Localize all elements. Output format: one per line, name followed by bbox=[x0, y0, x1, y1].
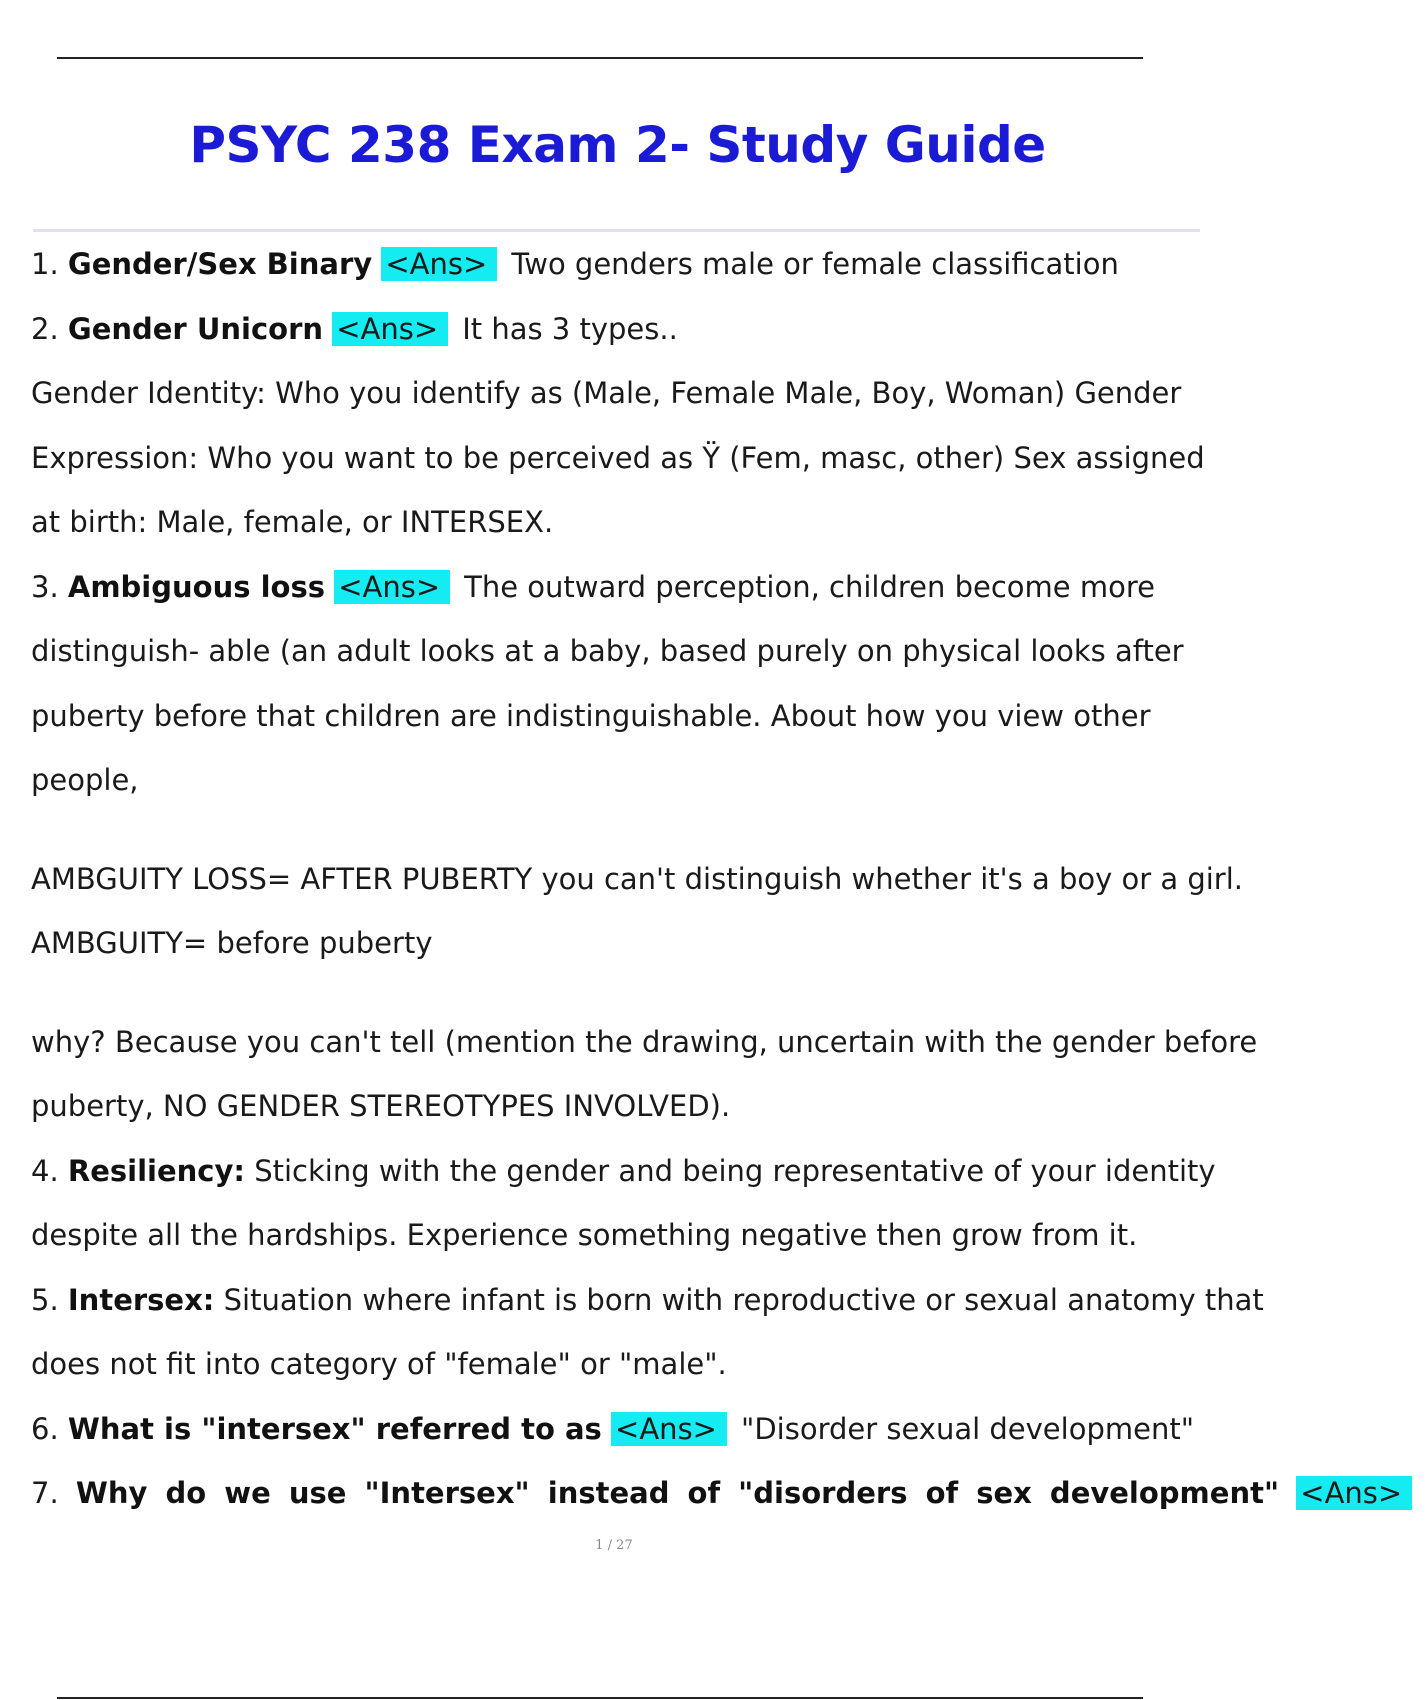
continuation-text: puberty, NO GENDER STEREOTYPES INVOLVED). bbox=[31, 1089, 731, 1123]
continuation-text: at birth: Male, female, or INTERSEX. bbox=[31, 505, 554, 539]
answer-tag: <Ans> bbox=[611, 1412, 727, 1446]
list-item bbox=[31, 555, 1231, 620]
item-term: Intersex: bbox=[67, 1282, 215, 1317]
item-number: 5. bbox=[31, 1282, 59, 1317]
list-item bbox=[31, 297, 1231, 362]
item-answer: The outward perception, children become more bbox=[464, 569, 1155, 604]
item-number: 6. bbox=[31, 1411, 59, 1446]
item-term: Resiliency: bbox=[67, 1153, 245, 1188]
answer-tag: <Ans> bbox=[1296, 1476, 1412, 1510]
continuation-text: Gender Identity: Who you identify as (Male, Female Male, Boy, Woman) Gender bbox=[31, 376, 1182, 410]
page-number: 1 / 27 bbox=[595, 1538, 633, 1553]
top-rule bbox=[57, 57, 1143, 59]
study-guide-body bbox=[31, 232, 1403, 1526]
item-number: 4. bbox=[31, 1153, 59, 1188]
item-term: Gender Unicorn bbox=[67, 311, 324, 346]
list-item bbox=[31, 232, 1231, 297]
item-number: 1. bbox=[31, 247, 59, 281]
item-answer: It has 3 types.. bbox=[462, 311, 678, 346]
continuation-text: does not fit into category of "female" or "male". bbox=[31, 1347, 727, 1381]
answer-tag: <Ans> bbox=[381, 247, 497, 281]
continuation-text: distinguish- able (an adult looks at a baby, based purely on physical looks after bbox=[31, 634, 1184, 668]
bottom-rule bbox=[57, 1697, 1143, 1699]
answer-tag: <Ans> bbox=[332, 312, 448, 346]
list-item bbox=[31, 1397, 1231, 1462]
continuation-text: Expression: Who you want to be perceived as Ÿ (Fem, masc, other) Sex assigned bbox=[31, 440, 1205, 475]
item-number: 2. bbox=[31, 311, 59, 346]
continuation-text: why? Because you can't tell (mention the drawing, uncertain with the gender before bbox=[31, 1024, 1258, 1059]
list-item bbox=[31, 1268, 1264, 1333]
continuation-text: people, bbox=[31, 763, 139, 797]
continuation-text: AMBGUITY LOSS= AFTER PUBERTY you can't distinguish whether it's a boy or a girl. bbox=[31, 861, 1244, 896]
continuation-text: despite all the hardships. Experience something negative then grow from it. bbox=[31, 1218, 1138, 1252]
page-title: PSYC 238 Exam 2- Study Guide bbox=[189, 116, 1046, 174]
item-term: What is "intersex" referred to as bbox=[67, 1411, 602, 1446]
list-item bbox=[31, 1139, 1231, 1204]
item-term: Gender/Sex Binary bbox=[67, 247, 373, 281]
continuation-text: AMBGUITY= before puberty bbox=[31, 926, 433, 960]
item-answer: "Disorder sexual development" bbox=[740, 1411, 1195, 1446]
item-answer: Sticking with the gender and being representative of your identity bbox=[254, 1153, 1216, 1188]
item-number: 3. bbox=[31, 569, 59, 604]
continuation-text: puberty before that children are indistinguishable. About how you view other bbox=[31, 698, 1151, 733]
item-term: Why do we use "Intersex" instead of "disorders of sex development" bbox=[75, 1476, 1280, 1510]
list-item bbox=[31, 1461, 1403, 1526]
answer-tag: <Ans> bbox=[334, 570, 450, 604]
spacer bbox=[31, 813, 1231, 847]
item-answer: Two genders male or female classification bbox=[511, 247, 1119, 281]
item-answer: Situation where infant is born with reproductive or sexual anatomy that bbox=[223, 1282, 1264, 1317]
item-term: Ambiguous loss bbox=[67, 569, 325, 604]
item-number: 7. bbox=[31, 1476, 59, 1510]
spacer bbox=[31, 976, 1231, 1010]
